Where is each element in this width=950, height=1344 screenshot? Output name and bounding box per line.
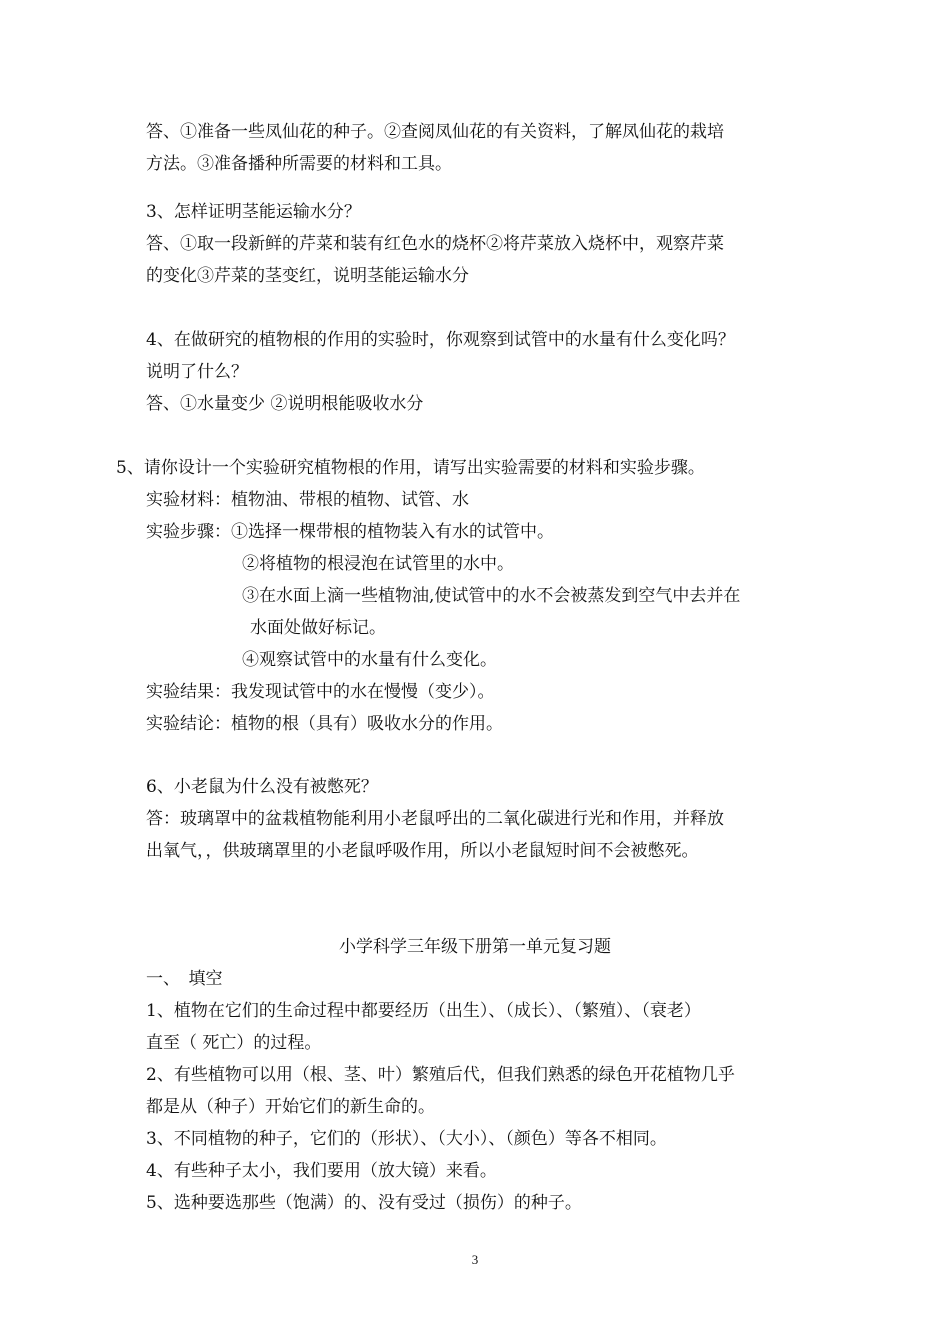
q2-answer-line-2: 方法。③准备播种所需要的材料和工具。 (146, 154, 452, 174)
q6-question: 6、小老鼠为什么没有被憋死？ (146, 777, 378, 797)
q5-step-4: ④观察试管中的水量有什么变化。 (242, 650, 497, 670)
q3-answer-line-2: 的变化③芹菜的茎变红，说明茎能运输水分 (146, 266, 469, 286)
q5-steps-label: 实验步骤：①选择一棵带根的植物装入有水的试管中。 (146, 522, 554, 542)
q4-question-line-1: 4、在做研究的植物根的作用的实验时，你观察到试管中的水量有什么变化吗？ (146, 330, 735, 350)
q2-answer-line-1: 答、①准备一些凤仙花的种子。②查阅凤仙花的有关资料，了解凤仙花的栽培 (146, 122, 724, 142)
review-item-line: 直至（ 死亡）的过程。 (146, 1033, 322, 1053)
q5-step-3-line-1: ③在水面上滴一些植物油,使试管中的水不会被蒸发到空气中去并在 (242, 586, 741, 606)
review-section-heading: 一、 填空 (146, 969, 223, 989)
q5-step-2: ②将植物的根浸泡在试管里的水中。 (242, 554, 514, 574)
q6-answer-line-2: 出氧气，，供玻璃罩里的小老鼠呼吸作用，所以小老鼠短时间不会被憋死。 (146, 841, 699, 861)
review-item-line: 都是从（种子）开始它们的新生命的。 (146, 1097, 435, 1117)
review-item-line: 2、有些植物可以用（根、茎、叶）繁殖后代，但我们熟悉的绿色开花植物几乎 (146, 1065, 735, 1085)
q4-question-line-2: 说明了什么？ (146, 362, 248, 382)
q5-step-3-line-2: 水面处做好标记。 (250, 618, 386, 638)
review-item-line: 5、选种要选那些（饱满）的、没有受过（损伤）的种子。 (146, 1193, 582, 1213)
q5-conclusion: 实验结论：植物的根（具有）吸收水分的作用。 (146, 714, 503, 734)
review-title: 小学科学三年级下册第一单元复习题 (339, 937, 611, 957)
q5-materials: 实验材料：植物油、带根的植物、试管、水 (146, 490, 469, 510)
q3-question: 3、怎样证明茎能运输水分？ (146, 202, 361, 222)
q5-question: 5、请你设计一个实验研究植物根的作用，请写出实验需要的材料和实验步骤。 (116, 458, 705, 478)
page-number: 3 (471, 1252, 479, 1267)
q3-answer-line-1: 答、①取一段新鲜的芹菜和装有红色水的烧杯②将芹菜放入烧杯中，观察芹菜 (146, 234, 724, 254)
review-item-line: 4、有些种子太小，我们要用（放大镜）来看。 (146, 1161, 497, 1181)
q6-answer-line-1: 答：玻璃罩中的盆栽植物能利用小老鼠呼出的二氧化碳进行光和作用，并释放 (146, 809, 724, 829)
review-item-line: 3、不同植物的种子，它们的（形状）、（大小）、（颜色）等各不相同。 (146, 1129, 667, 1149)
q4-answer: 答、①水量变少 ②说明根能吸收水分 (146, 394, 424, 414)
q5-result: 实验结果：我发现试管中的水在慢慢（变少）。 (146, 682, 495, 702)
review-item-line: 1、植物在它们的生命过程中都要经历（出生）、（成长）、（繁殖）、（衰老） (146, 1001, 701, 1021)
